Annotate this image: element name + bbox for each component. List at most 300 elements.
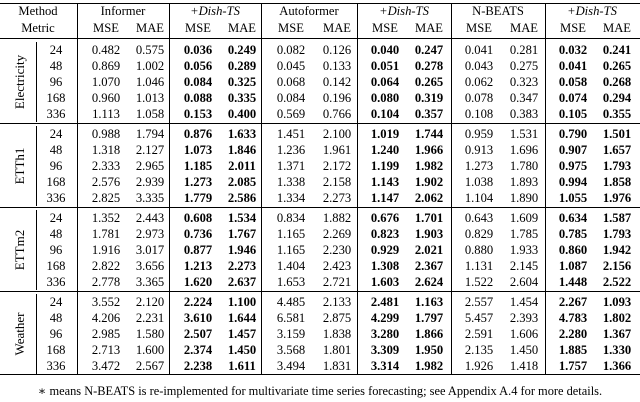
table-cell: 1.273 [183,175,213,189]
table-cell: 0.877 [183,243,213,257]
table-cell: 0.860 [558,243,588,257]
table-cell: 2.145 [509,259,539,273]
horizon-label: 96 [49,159,63,173]
table-cell: 0.062 [464,75,494,89]
table-cell: 0.676 [370,211,400,225]
horizon-label: 24 [49,43,63,57]
table-cell: 1.885 [558,343,588,357]
table-cell: 1.653 [276,275,306,289]
table-cell: 0.082 [276,43,306,57]
table-cell: 1.522 [464,275,494,289]
table-cell: 1.236 [276,143,306,157]
table-cell: 2.374 [183,343,213,357]
metric-header: MSE [278,21,304,35]
table-cell: 2.156 [602,259,632,273]
table-cell: 3.017 [135,243,165,257]
table-cell: 0.278 [414,59,444,73]
table-cell: 0.482 [91,43,121,57]
table-cell: 1.131 [464,259,494,273]
table-cell: 1.240 [370,143,400,157]
metric-header: MAE [415,21,443,35]
table-cell: 1.644 [227,311,257,325]
metric-header: MSE [560,21,586,35]
table-cell: 0.608 [183,211,213,225]
group-autoformer: Autoformer [279,4,339,18]
table-cell: 2.135 [464,343,494,357]
horizon-label: 48 [49,227,63,241]
horizon-label: 336 [46,359,66,373]
horizon-label: 96 [49,243,63,257]
table-cell: 1.976 [602,191,632,205]
table-cell: 1.793 [602,227,632,241]
table-cell: 1.087 [558,259,588,273]
group-informer: Informer [100,4,146,18]
table-cell: 2.567 [135,359,165,373]
table-cell: 3.656 [135,259,165,273]
horizon-label: 336 [46,275,66,289]
table-cell: 2.713 [91,343,121,357]
table-cell: 1.002 [135,59,165,73]
table-cell: 0.056 [183,59,213,73]
table-cell: 2.637 [227,275,257,289]
table-cell: 1.982 [414,159,444,173]
table-cell: 2.224 [183,295,213,309]
table-cell: 0.084 [183,75,213,89]
table-cell: 0.829 [464,227,494,241]
table-cell: 0.275 [509,59,539,73]
table-cell: 2.939 [135,175,165,189]
table-cell: 0.268 [602,75,632,89]
table-cell: 0.041 [464,43,494,57]
table-cell: 2.423 [322,259,352,273]
table-cell: 0.785 [558,227,588,241]
table-cell: 0.080 [370,91,400,105]
table-cell: 1.950 [414,343,444,357]
table-cell: 0.960 [91,91,121,105]
horizon-label: 96 [49,75,63,89]
table-cell: 1.657 [602,143,632,157]
table-cell: 2.085 [227,175,257,189]
table-cell: 0.108 [464,107,494,121]
table-cell: 1.797 [414,311,444,325]
table-cell: 0.249 [227,43,257,57]
metric-label: Metric [21,21,55,35]
table-cell: 1.858 [602,175,632,189]
table-cell: 1.696 [509,143,539,157]
horizon-label: 48 [49,143,63,157]
table-cell: 1.093 [602,295,632,309]
horizon-label: 168 [46,343,66,357]
method-label: Method [18,4,58,18]
table-cell: 1.966 [414,143,444,157]
dataset-label: Electricity [12,54,27,110]
table-cell: 0.335 [227,91,257,105]
table-cell: 0.994 [558,175,588,189]
table-cell: 3.309 [370,343,400,357]
horizon-label: 24 [49,211,63,225]
table-cell: 1.767 [227,227,257,241]
table-cell: 0.040 [370,43,400,57]
table-cell: 1.744 [414,127,444,141]
table-cell: 1.058 [135,107,165,121]
table-cell: 1.903 [414,227,444,241]
table-cell: 4.206 [91,311,121,325]
table-cell: 0.133 [322,59,352,73]
table-cell: 2.576 [91,175,121,189]
table-cell: 0.325 [227,75,257,89]
table-cell: 3.472 [91,359,121,373]
table-cell: 0.569 [276,107,306,121]
table-cell: 2.238 [183,359,213,373]
table-cell: 1.701 [414,211,444,225]
col-divider [357,3,358,374]
horizon-label: 24 [49,127,63,141]
table-cell: 2.120 [135,295,165,309]
table-cell: 3.280 [370,327,400,341]
metric-header: MAE [228,21,256,35]
table-cell: 0.045 [276,59,306,73]
table-cell: 0.281 [509,43,539,57]
table-cell: 2.333 [91,159,121,173]
horizon-label: 168 [46,91,66,105]
table-cell: 2.586 [227,191,257,205]
col-divider [545,3,546,374]
table-cell: 1.611 [228,359,256,373]
table-cell: 0.058 [558,75,588,89]
table-cell: 0.153 [183,107,213,121]
table-cell: 0.323 [509,75,539,89]
table-cell: 1.902 [414,175,444,189]
table-cell: 2.481 [370,295,400,309]
table-cell: 2.021 [414,243,444,257]
table-cell: 0.880 [464,243,494,257]
horizon-label: 168 [46,259,66,273]
table-cell: 1.143 [370,175,400,189]
table-cell: 0.383 [509,107,539,121]
table-cell: 3.159 [276,327,306,341]
dataset-divider [36,210,37,290]
table-cell: 1.070 [91,75,121,89]
table-cell: 1.933 [509,243,539,257]
metric-header: MAE [603,21,631,35]
table-cell: 1.633 [227,127,257,141]
table-cell: 0.400 [227,107,257,121]
table-cell: 1.882 [322,211,352,225]
table-cell: 2.230 [322,243,352,257]
table-cell: 0.104 [370,107,400,121]
table-cell: 1.163 [414,295,444,309]
table-cell: 1.534 [227,211,257,225]
table-cell: 1.620 [183,275,213,289]
table-cell: 2.127 [135,143,165,157]
table-cell: 1.450 [227,343,257,357]
table-cell: 2.231 [135,311,165,325]
table-cell: 1.113 [92,107,120,121]
table-cell: 1.609 [509,211,539,225]
table-cell: 2.393 [509,311,539,325]
table-cell: 1.038 [464,175,494,189]
table-cell: 1.165 [276,243,306,257]
table-cell: 1.454 [509,295,539,309]
table-cell: 1.926 [464,359,494,373]
table-cell: 2.985 [91,327,121,341]
horizon-label: 336 [46,191,66,205]
table-cell: 0.634 [558,211,588,225]
table-cell: 1.448 [558,275,588,289]
table-cell: 0.869 [91,59,121,73]
table-cell: 0.051 [370,59,400,73]
horizon-label: 336 [46,107,66,121]
table-cell: 2.875 [322,311,352,325]
table-cell: 2.973 [135,227,165,241]
table-cell: 2.522 [602,275,632,289]
table-cell: 2.100 [322,127,352,141]
table-cell: 1.055 [558,191,588,205]
table-cell: 1.100 [227,295,257,309]
horizon-label: 96 [49,327,63,341]
table-cell: 2.280 [558,327,588,341]
table-cell: 1.946 [227,243,257,257]
table-cell: 0.355 [602,107,632,121]
table-cell: 1.757 [558,359,588,373]
table-cell: 0.043 [464,59,494,73]
table-cell: 0.289 [227,59,257,73]
table-cell: 1.199 [370,159,400,173]
group-dish-ts-2: +Dish-TS [379,4,429,18]
table-cell: 1.013 [135,91,165,105]
table-cell: 3.568 [276,343,306,357]
table-cell: 2.443 [135,211,165,225]
table-cell: 1.785 [509,227,539,241]
table-cell: 1.780 [509,159,539,173]
horizon-label: 24 [49,295,63,309]
group-dish-ts-1: +Dish-TS [190,4,240,18]
table-cell: 0.247 [414,43,444,57]
table-cell: 2.507 [183,327,213,341]
table-cell: 3.552 [91,295,121,309]
table-cell: 1.580 [135,327,165,341]
table-cell: 0.823 [370,227,400,241]
table-cell: 3.314 [370,359,400,373]
table-cell: 0.088 [183,91,213,105]
table-cell: 2.604 [509,275,539,289]
table-cell: 4.299 [370,311,400,325]
table-cell: 1.367 [602,327,632,341]
table-cell: 1.606 [509,327,539,341]
table-cell: 1.866 [414,327,444,341]
table-cell: 2.267 [558,295,588,309]
table-cell: 2.273 [322,191,352,205]
footnote: ∗ means N-BEATS is re-implemented for multivariate time series forecasting; see Appendix A.4 for more details. [37,384,603,398]
table-cell: 4.783 [558,311,588,325]
table-cell: 4.485 [276,295,306,309]
table-cell: 0.357 [414,107,444,121]
table-cell: 0.907 [558,143,588,157]
table-cell: 1.334 [276,191,306,205]
block-rule [0,123,640,124]
table-cell: 0.032 [558,43,588,57]
table-cell: 1.404 [276,259,306,273]
table-cell: 0.294 [602,91,632,105]
col-divider [169,3,170,374]
table-cell: 1.418 [509,359,539,373]
table-cell: 0.105 [558,107,588,121]
table-cell: 0.834 [276,211,306,225]
table-cell: 1.330 [602,343,632,357]
table-cell: 1.890 [509,191,539,205]
table-cell: 3.335 [135,191,165,205]
table-cell: 2.269 [322,227,352,241]
horizon-label: 48 [49,59,63,73]
table-cell: 0.064 [370,75,400,89]
table-cell: 1.501 [602,127,632,141]
table-cell: 2.624 [414,275,444,289]
metric-header: MAE [323,21,351,35]
table-cell: 0.074 [558,91,588,105]
dataset-divider [36,294,37,374]
table-cell: 1.961 [322,143,352,157]
table-cell: 1.916 [91,243,121,257]
table-cell: 2.367 [414,259,444,273]
table-cell: 5.457 [464,311,494,325]
block-rule [0,207,640,208]
table-cell: 1.073 [183,143,213,157]
table-cell: 0.265 [602,59,632,73]
table-cell: 0.790 [558,127,588,141]
table-cell: 0.736 [183,227,213,241]
table-cell: 1.213 [183,259,213,273]
table-cell: 2.011 [228,159,256,173]
table-cell: 0.643 [464,211,494,225]
dataset-label: ETTm2 [12,229,27,271]
table-cell: 2.591 [464,327,494,341]
table-cell: 0.988 [91,127,121,141]
table-cell: 0.766 [322,107,352,121]
table-cell: 0.347 [509,91,539,105]
table-cell: 1.371 [276,159,306,173]
table-cell: 1.451 [276,127,306,141]
table-cell: 1.587 [602,211,632,225]
table-cell: 1.273 [464,159,494,173]
table-cell: 1.603 [370,275,400,289]
dataset-divider [36,42,37,122]
metric-header: MSE [372,21,398,35]
table-cell: 1.104 [464,191,494,205]
table-cell: 1.942 [602,243,632,257]
table-cell: 1.308 [370,259,400,273]
horizon-label: 48 [49,311,63,325]
table-cell: 2.557 [464,295,494,309]
table-cell: 1.352 [91,211,121,225]
col-divider [261,3,262,374]
table-cell: 0.959 [464,127,494,141]
table-cell: 0.196 [322,91,352,105]
table-cell: 0.084 [276,91,306,105]
table-cell: 0.975 [558,159,588,173]
table-cell: 1.318 [91,143,121,157]
table-cell: 0.078 [464,91,494,105]
table-cell: 1.779 [183,191,213,205]
table-cell: 2.721 [322,275,352,289]
table-cell: 1.982 [414,359,444,373]
table-cell: 0.575 [135,43,165,57]
table-cell: 1.338 [276,175,306,189]
table-cell: 0.913 [464,143,494,157]
table-cell: 3.494 [276,359,306,373]
block-rule [0,291,640,292]
table-cell: 2.965 [135,159,165,173]
table-cell: 1.831 [322,359,352,373]
metric-header: MAE [136,21,164,35]
table-cell: 1.838 [322,327,352,341]
table-cell: 1.185 [183,159,213,173]
table-cell: 1.893 [509,175,539,189]
table-cell: 1.802 [602,311,632,325]
group-dish-ts-3: +Dish-TS [567,4,617,18]
dataset-label: ETTh1 [12,147,27,185]
dataset-divider [36,126,37,206]
table-cell: 2.133 [322,295,352,309]
metric-header: MSE [93,21,119,35]
table-cell: 1.046 [135,75,165,89]
header-rule [0,38,640,39]
col-divider [77,3,78,374]
table-cell: 6.581 [276,311,306,325]
table-cell: 0.876 [183,127,213,141]
col-divider [451,3,452,374]
table-cell: 2.158 [322,175,352,189]
table-cell: 1.600 [135,343,165,357]
table-cell: 0.036 [183,43,213,57]
table-cell: 1.019 [370,127,400,141]
table-cell: 1.457 [227,327,257,341]
table-cell: 1.794 [135,127,165,141]
table-cell: 2.778 [91,275,121,289]
table-cell: 0.929 [370,243,400,257]
table-cell: 0.142 [322,75,352,89]
table-cell: 2.062 [414,191,444,205]
table-cell: 1.165 [276,227,306,241]
metric-header: MSE [185,21,211,35]
table-cell: 0.068 [276,75,306,89]
dataset-label: Weather [12,312,27,356]
table-cell: 3.610 [183,311,213,325]
table-cell: 1.793 [602,159,632,173]
table-cell: 2.825 [91,191,121,205]
table-cell: 1.846 [227,143,257,157]
table-cell: 0.041 [558,59,588,73]
horizon-label: 168 [46,175,66,189]
table-cell: 0.126 [322,43,352,57]
table-cell: 3.365 [135,275,165,289]
table-cell: 1.531 [509,127,539,141]
table-cell: 1.781 [91,227,121,241]
bottom-rule [0,374,640,375]
metric-header: MSE [466,21,492,35]
metric-header: MAE [510,21,538,35]
table-cell: 1.801 [322,343,352,357]
table-cell: 2.822 [91,259,121,273]
table-cell: 1.147 [370,191,400,205]
table-cell: 0.265 [414,75,444,89]
table-cell: 0.319 [414,91,444,105]
group-nbeats: N-BEATS [472,4,524,18]
table-cell: 1.450 [509,343,539,357]
table-cell: 0.241 [602,43,632,57]
table-cell: 2.172 [322,159,352,173]
table-cell: 1.366 [602,359,632,373]
table-cell: 2.273 [227,259,257,273]
